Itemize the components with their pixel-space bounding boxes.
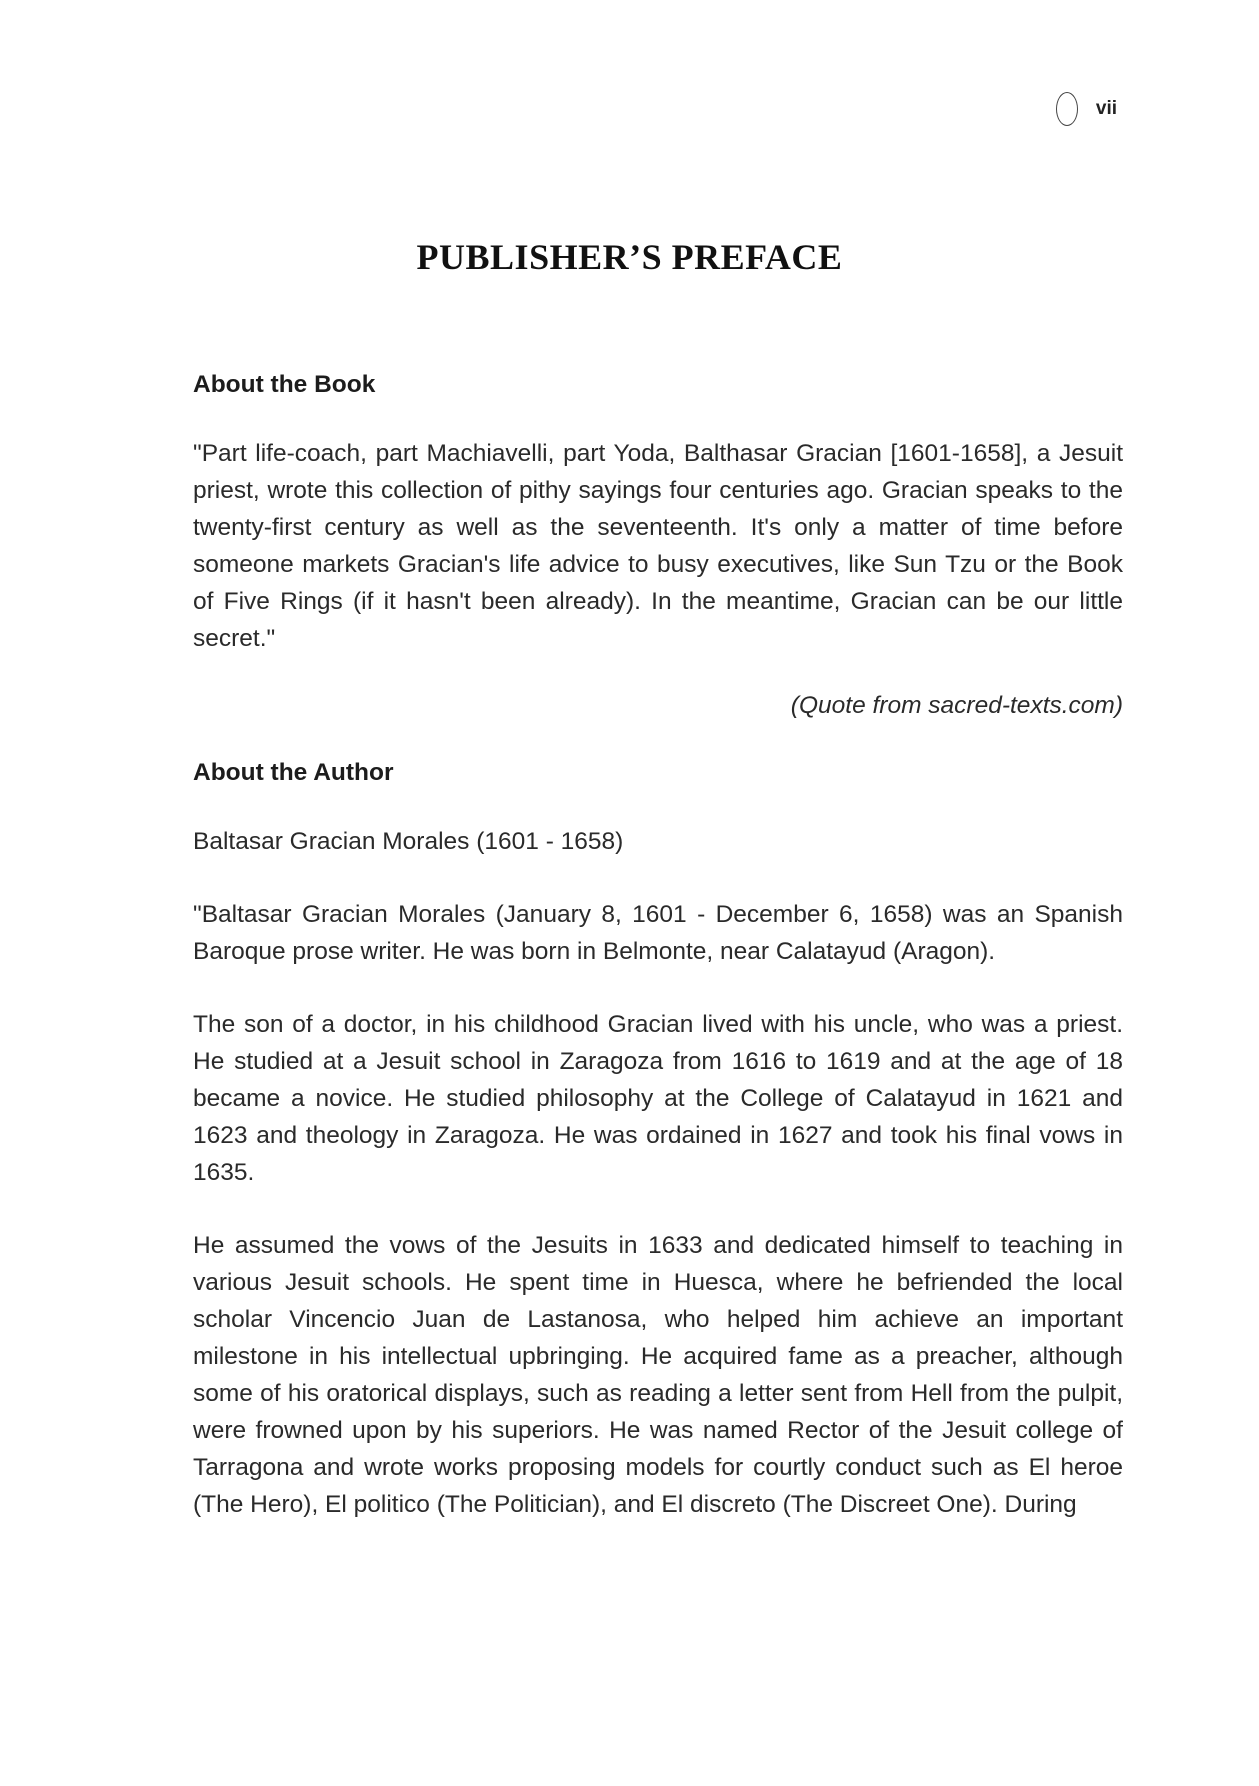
page-number: vii <box>1095 98 1117 119</box>
about-book-heading: About the Book <box>193 371 376 398</box>
oval-mark-icon <box>1056 92 1078 126</box>
author-name-line: Baltasar Gracian Morales (1601 - 1658) <box>193 828 624 855</box>
quote-source: (Quote from sacred-texts.com) <box>790 692 1123 719</box>
page-header <box>1056 92 1117 126</box>
book-quote: "Part life-coach, part Machiavelli, part Yoda, Balthasar Gracian [1601-1658], a Jesuit priest, wrote this collection of pithy sayings four centuries ago. Gracian speaks to the twenty-first century as well as the seventeenth. It's only a matter of time before someone markets Gracian's life advice to busy executives, like Sun Tzu or the Book of Five Rings (if it hasn't been already). In the meantime, Gracian can be our little secret." <box>193 440 1123 652</box>
document-body <box>193 366 1123 1523</box>
about-author-heading: About the Author <box>193 759 394 786</box>
author-paragraph: The son of a doctor, in his childhood Gracian lived with his uncle, who was a priest. He studied at a Jesuit school in Zaragoza from 1616 to 1619 and at the age of 18 became a novice. He studied philosophy at the College of Calatayud in 1621 and 1623 and theology in Zaragoza. He was ordained in 1627 and took his final vows in 1635. <box>193 1011 1123 1186</box>
author-paragraph: "Baltasar Gracian Morales (January 8, 1601 - December 6, 1658) was an Spanish Baroque prose writer. He was born in Belmonte, near Calatayud (Aragon). <box>193 901 1123 965</box>
author-paragraph: He assumed the vows of the Jesuits in 1633 and dedicated himself to teaching in various Jesuit schools. He spent time in Huesca, where he befriended the local scholar Vincencio Juan de Lastanosa, who helped him achieve an important milestone in his intellectual upbringing. He acquired fame as a preacher, although some of his oratorical displays, such as reading a letter sent from Hell from the pulpit, were frowned upon by his superiors. He was named Rector of the Jesuit college of Tarragona and wrote works proposing models for courtly conduct such as El heroe (The Hero), El politico (The Politician), and El discreto (The Discreet One). During <box>193 1232 1123 1518</box>
page-title: PUBLISHER’S PREFACE <box>416 237 843 277</box>
